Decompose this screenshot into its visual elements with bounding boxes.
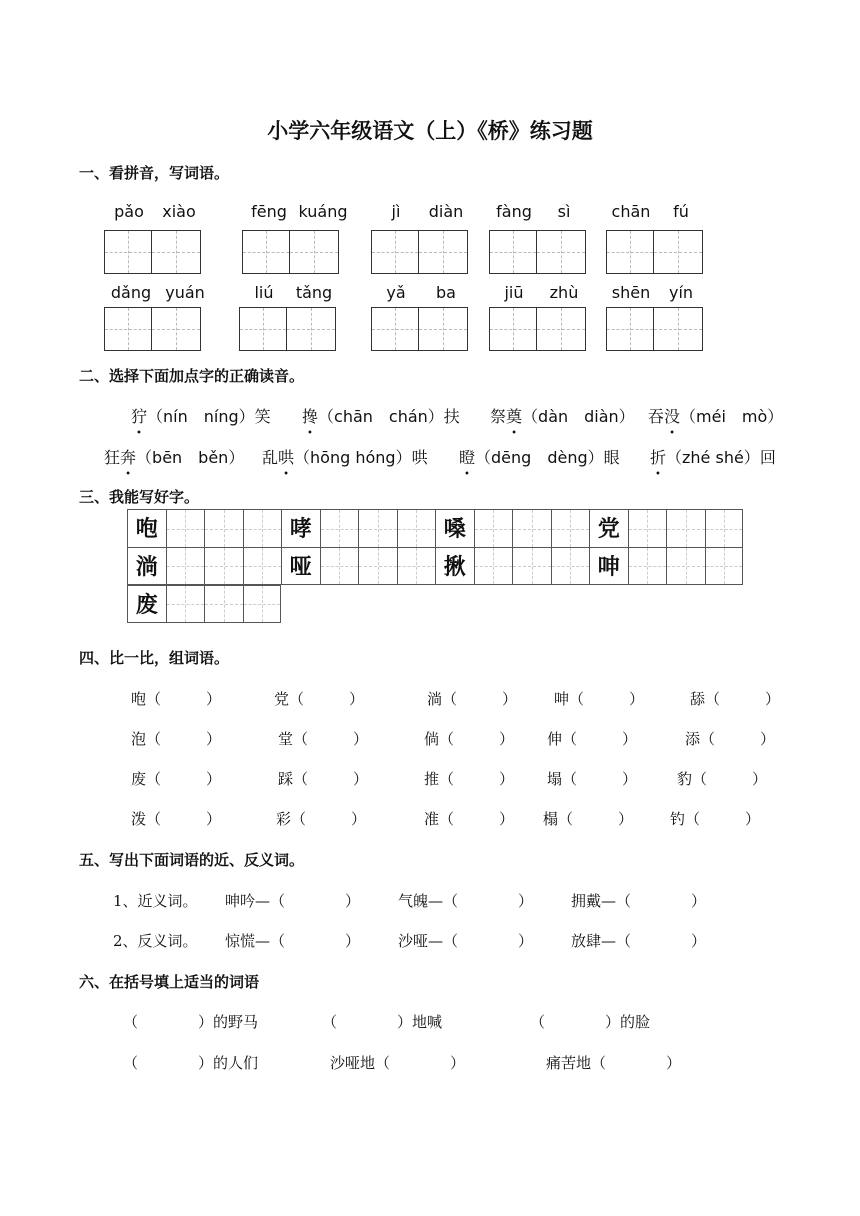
pinyin-syllable: yǎ <box>386 283 406 302</box>
synonym-item[interactable]: 气魄—（ ） <box>398 892 534 910</box>
fill-item[interactable]: 沙哑地（ ） <box>330 1054 466 1072</box>
compare-item[interactable]: 倘（ ） <box>424 730 515 748</box>
reading-options: （zhé shé） <box>666 448 760 467</box>
writing-box[interactable] <box>239 307 287 351</box>
pinyin-syllable: jiū <box>504 283 524 302</box>
model-character: 哮 <box>281 509 320 547</box>
compare-item[interactable]: 废（ ） <box>131 770 222 788</box>
pinyin-syllable: dǎng <box>110 283 152 302</box>
writing-box[interactable] <box>606 307 654 351</box>
writing-box[interactable] <box>654 307 703 351</box>
writing-cell[interactable] <box>358 509 397 547</box>
writing-cell[interactable] <box>551 547 590 585</box>
writing-cell[interactable] <box>166 585 205 623</box>
writing-box[interactable] <box>104 230 152 274</box>
reading-options: （dàn diàn） <box>522 407 635 426</box>
writing-cell[interactable] <box>204 547 243 585</box>
pinyin-syllable: ba <box>436 283 456 302</box>
model-character: 哑 <box>281 547 320 585</box>
writing-cell[interactable] <box>397 509 436 547</box>
writing-box[interactable] <box>290 230 339 274</box>
writing-cell[interactable] <box>512 509 551 547</box>
synonym-label: 1、近义词。 <box>113 892 198 910</box>
writing-box[interactable] <box>489 307 537 351</box>
writing-cell[interactable] <box>474 547 513 585</box>
reading-item: 狞（nín níng）笑 <box>131 404 271 427</box>
writing-cell[interactable] <box>474 509 513 547</box>
dotted-char: 狞 <box>131 407 148 426</box>
writing-cell[interactable] <box>628 547 667 585</box>
writing-box[interactable] <box>371 307 419 351</box>
writing-box[interactable] <box>152 307 201 351</box>
model-character: 揪 <box>435 547 474 585</box>
reading-options: （bēn běn） <box>136 448 245 467</box>
dotted-char: 折 <box>650 448 667 467</box>
dotted-char: 奠 <box>506 407 523 426</box>
pinyin-syllable: pǎo <box>114 202 144 221</box>
reading-options: （nín níng） <box>147 407 255 426</box>
compare-item[interactable]: 伸（ ） <box>547 730 638 748</box>
writing-cell[interactable] <box>705 509 744 547</box>
pinyin-syllable: sì <box>557 202 571 221</box>
writing-box[interactable] <box>104 307 152 351</box>
pinyin-syllable: fú <box>673 202 689 221</box>
section-2-heading: 二、选择下面加点字的正确读音。 <box>79 367 305 385</box>
compare-item[interactable]: 钓（ ） <box>670 810 761 828</box>
model-character: 废 <box>127 585 166 623</box>
section-3-heading: 三、我能写好字。 <box>79 488 200 506</box>
compare-item[interactable]: 推（ ） <box>424 770 515 788</box>
compare-item[interactable]: 淌（ ） <box>427 690 518 708</box>
writing-box[interactable] <box>537 307 586 351</box>
pinyin-syllable: kuáng <box>298 202 348 221</box>
fill-item[interactable]: （ ）的脸 <box>530 1013 651 1031</box>
writing-cell[interactable] <box>320 509 359 547</box>
reading-item: 乱哄（hōng hóng）哄 <box>262 445 428 468</box>
antonym-item[interactable]: 放肆—（ ） <box>571 932 707 950</box>
writing-box[interactable] <box>654 230 703 274</box>
dotted-char: 瞪 <box>459 448 476 467</box>
compare-item[interactable]: 踩（ ） <box>278 770 369 788</box>
writing-cell[interactable] <box>166 547 205 585</box>
pinyin-syllable: fēng <box>251 202 287 221</box>
writing-cell[interactable] <box>243 509 282 547</box>
compare-item[interactable]: 舔（ ） <box>690 690 781 708</box>
dotted-char: 没 <box>664 407 681 426</box>
pinyin-syllable: chān <box>611 202 651 221</box>
model-character: 咆 <box>127 509 166 547</box>
writing-cell[interactable] <box>666 509 705 547</box>
writing-cell[interactable] <box>204 509 243 547</box>
reading-options: （hōng hóng） <box>294 448 412 467</box>
writing-cell[interactable] <box>243 585 282 623</box>
compare-item[interactable]: 豹（ ） <box>677 770 768 788</box>
pinyin-syllable: tǎng <box>295 283 333 302</box>
writing-box[interactable] <box>537 230 586 274</box>
antonym-item[interactable]: 沙哑—（ ） <box>398 932 534 950</box>
model-character: 党 <box>589 509 628 547</box>
fill-item[interactable]: 痛苦地（ ） <box>546 1054 682 1072</box>
writing-box[interactable] <box>419 307 468 351</box>
writing-cell[interactable] <box>320 547 359 585</box>
writing-cell[interactable] <box>166 509 205 547</box>
pinyin-syllable: diàn <box>428 202 464 221</box>
reading-item: 祭奠（dàn diàn） <box>490 404 635 427</box>
writing-box[interactable] <box>152 230 201 274</box>
section-6-heading: 六、在括号填上适当的词语 <box>79 973 260 991</box>
writing-cell[interactable] <box>705 547 744 585</box>
page-title: 小学六年级语文（上）《桥》练习题 <box>267 118 593 143</box>
writing-cell[interactable] <box>397 547 436 585</box>
compare-item[interactable]: 泡（ ） <box>131 730 222 748</box>
writing-box[interactable] <box>371 230 419 274</box>
fill-item[interactable]: （ ）的人们 <box>123 1054 259 1072</box>
writing-cell[interactable] <box>551 509 590 547</box>
pinyin-syllable: yín <box>668 283 694 302</box>
writing-box[interactable] <box>242 230 290 274</box>
pinyin-syllable: xiào <box>162 202 196 221</box>
compare-item[interactable]: 准（ ） <box>424 810 515 828</box>
model-character: 淌 <box>127 547 166 585</box>
writing-cell[interactable] <box>512 547 551 585</box>
compare-item[interactable]: 泼（ ） <box>131 810 222 828</box>
writing-cell[interactable] <box>358 547 397 585</box>
section-4-heading: 四、比一比，组词语。 <box>79 649 230 667</box>
antonym-item[interactable]: 惊慌—（ ） <box>225 932 361 950</box>
compare-item[interactable]: 堂（ ） <box>278 730 369 748</box>
compare-item[interactable]: 彩（ ） <box>276 810 367 828</box>
reading-item: 折（zhé shé）回 <box>650 445 776 468</box>
reading-options: （dēng dèng） <box>475 448 604 467</box>
reading-options: （méi mò） <box>680 407 784 426</box>
fill-item[interactable]: （ ）地喊 <box>322 1013 443 1031</box>
dotted-char: 哄 <box>278 448 295 467</box>
writing-box[interactable] <box>287 307 336 351</box>
writing-box[interactable] <box>489 230 537 274</box>
writing-cell[interactable] <box>666 547 705 585</box>
writing-cell[interactable] <box>243 547 282 585</box>
pinyin-syllable: liú <box>254 283 274 302</box>
section-1-heading: 一、看拼音，写词语。 <box>79 164 230 182</box>
synonym-item[interactable]: 呻吟—（ ） <box>225 892 361 910</box>
compare-item[interactable]: 榻（ ） <box>543 810 634 828</box>
pinyin-syllable: shēn <box>611 283 651 302</box>
reading-item: 狂奔（bēn běn） <box>104 445 244 468</box>
compare-item[interactable]: 党（ ） <box>274 690 365 708</box>
reading-options: （chān chán） <box>318 407 444 426</box>
antonym-label: 2、反义词。 <box>113 932 198 950</box>
writing-cell[interactable] <box>628 509 667 547</box>
writing-box[interactable] <box>419 230 468 274</box>
character-writing-grid <box>127 509 743 623</box>
section-5-heading: 五、写出下面词语的近、反义词。 <box>79 851 305 869</box>
writing-cell[interactable] <box>204 585 243 623</box>
reading-item: 瞪（dēng dèng）眼 <box>459 445 620 468</box>
reading-item: 搀（chān chán）扶 <box>302 404 460 427</box>
fill-item[interactable]: （ ）的野马 <box>123 1013 259 1031</box>
reading-item: 吞没（méi mò） <box>648 404 783 427</box>
compare-item[interactable]: 呻（ ） <box>554 690 645 708</box>
synonym-item[interactable]: 拥戴—（ ） <box>571 892 707 910</box>
writing-box[interactable] <box>606 230 654 274</box>
compare-item[interactable]: 咆（ ） <box>131 690 222 708</box>
pinyin-syllable: yuán <box>165 283 205 302</box>
model-character: 嗓 <box>435 509 474 547</box>
pinyin-syllable: jì <box>391 202 401 221</box>
pinyin-syllable: zhù <box>549 283 579 302</box>
model-character: 呻 <box>589 547 628 585</box>
compare-item[interactable]: 添（ ） <box>685 730 776 748</box>
dotted-char: 奔 <box>120 448 137 467</box>
pinyin-syllable: fàng <box>496 202 532 221</box>
dotted-char: 搀 <box>302 407 319 426</box>
compare-item[interactable]: 塌（ ） <box>547 770 638 788</box>
